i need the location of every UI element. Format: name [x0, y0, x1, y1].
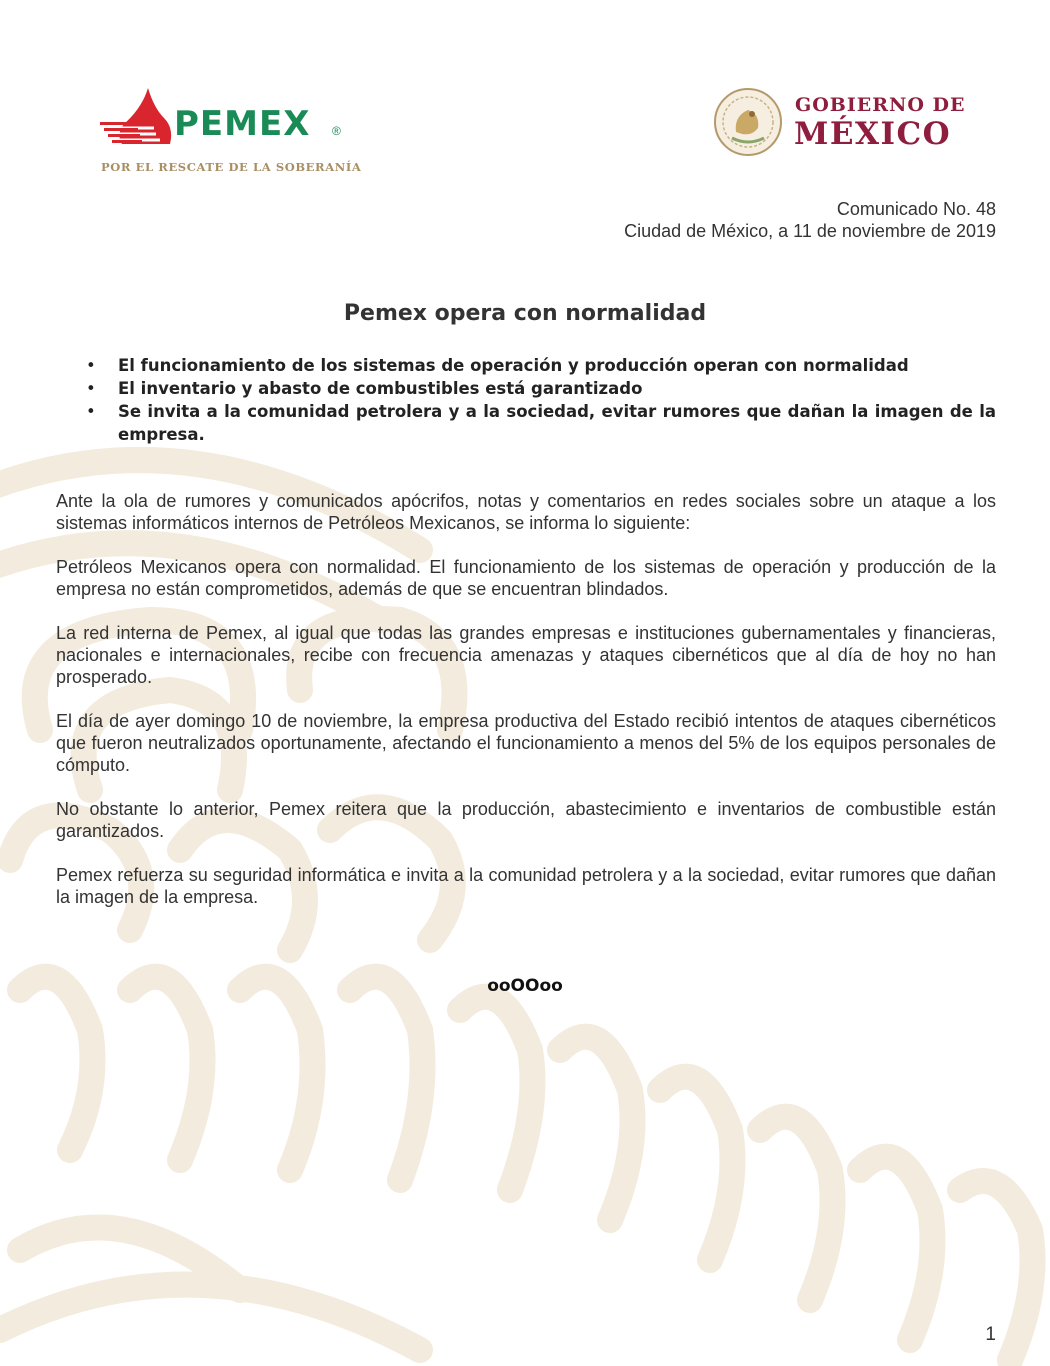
page-number: 1: [985, 1324, 996, 1345]
document-title: Pemex opera con normalidad: [343, 301, 707, 326]
pemex-logo: [98, 84, 362, 184]
body-paragraph: No obstante lo anterior, Pemex reitera que la producción, abastecimiento e inventarios de combustible están garantizados.: [56, 799, 996, 841]
highlights-list: [56, 354, 996, 446]
gobierno-de-mexico-logo: [712, 86, 968, 162]
gobierno-line-2: MÉXICO: [794, 116, 952, 152]
body-paragraph: Pemex refuerza su seguridad informática e invita a la comunidad petrolera y a la sociedad, evitar rumores que dañan la imagen de la empresa.: [56, 865, 996, 907]
place-and-date: Ciudad de México, a 11 de noviembre de 2019: [624, 221, 996, 241]
gobierno-line-1: GOBIERNO DE: [795, 94, 966, 116]
pemex-drop-eagle-icon: [98, 84, 174, 154]
communique-number: Comunicado No. 48: [836, 199, 996, 219]
highlight-item: • Se invita a la comunidad petrolera y a la sociedad, evitar rumores que dañan la imagen de la empresa.: [56, 400, 996, 446]
communique-meta: [624, 198, 996, 242]
pemex-tagline: POR EL RESCATE DE LA SOBERANÍA: [101, 160, 362, 174]
body-paragraph: Petróleos Mexicanos opera con normalidad. El funcionamiento de los sistemas de operación y producción de la empresa no están comprometidos, además de que se encuentran blindados.: [56, 557, 996, 599]
national-seal-icon: [712, 86, 784, 158]
body-paragraph: La red interna de Pemex, al igual que todas las grandes empresas e instituciones gubernamentales y financieras, nacionales e internacionales, recibe con frecuencia amenazas y ataques cibernéticos que al día de hoy no han prosperado.: [56, 623, 996, 687]
closing-mark: ooOOoo: [487, 976, 563, 996]
registered-mark: ®: [332, 124, 341, 138]
document-body: [56, 490, 996, 930]
body-paragraph: El día de ayer domingo 10 de noviembre, la empresa productiva del Estado recibió intentos de ataques cibernéticos que fueron neutralizados oportunamente, afectando el funcionamiento a menos del 5% de los equipos personales de cómputo.: [56, 711, 996, 775]
pemex-wordmark: PEMEX: [174, 104, 311, 144]
highlight-item: • El inventario y abasto de combustibles está garantizado: [56, 377, 996, 400]
body-paragraph: Ante la ola de rumores y comunicados apócrifos, notas y comentarios en redes sociales sobre un ataque a los sistemas informáticos internos de Petróleos Mexicanos, se informa lo siguiente:: [56, 491, 996, 533]
highlight-item: • El funcionamiento de los sistemas de operación y producción operan con normalidad: [56, 354, 996, 377]
